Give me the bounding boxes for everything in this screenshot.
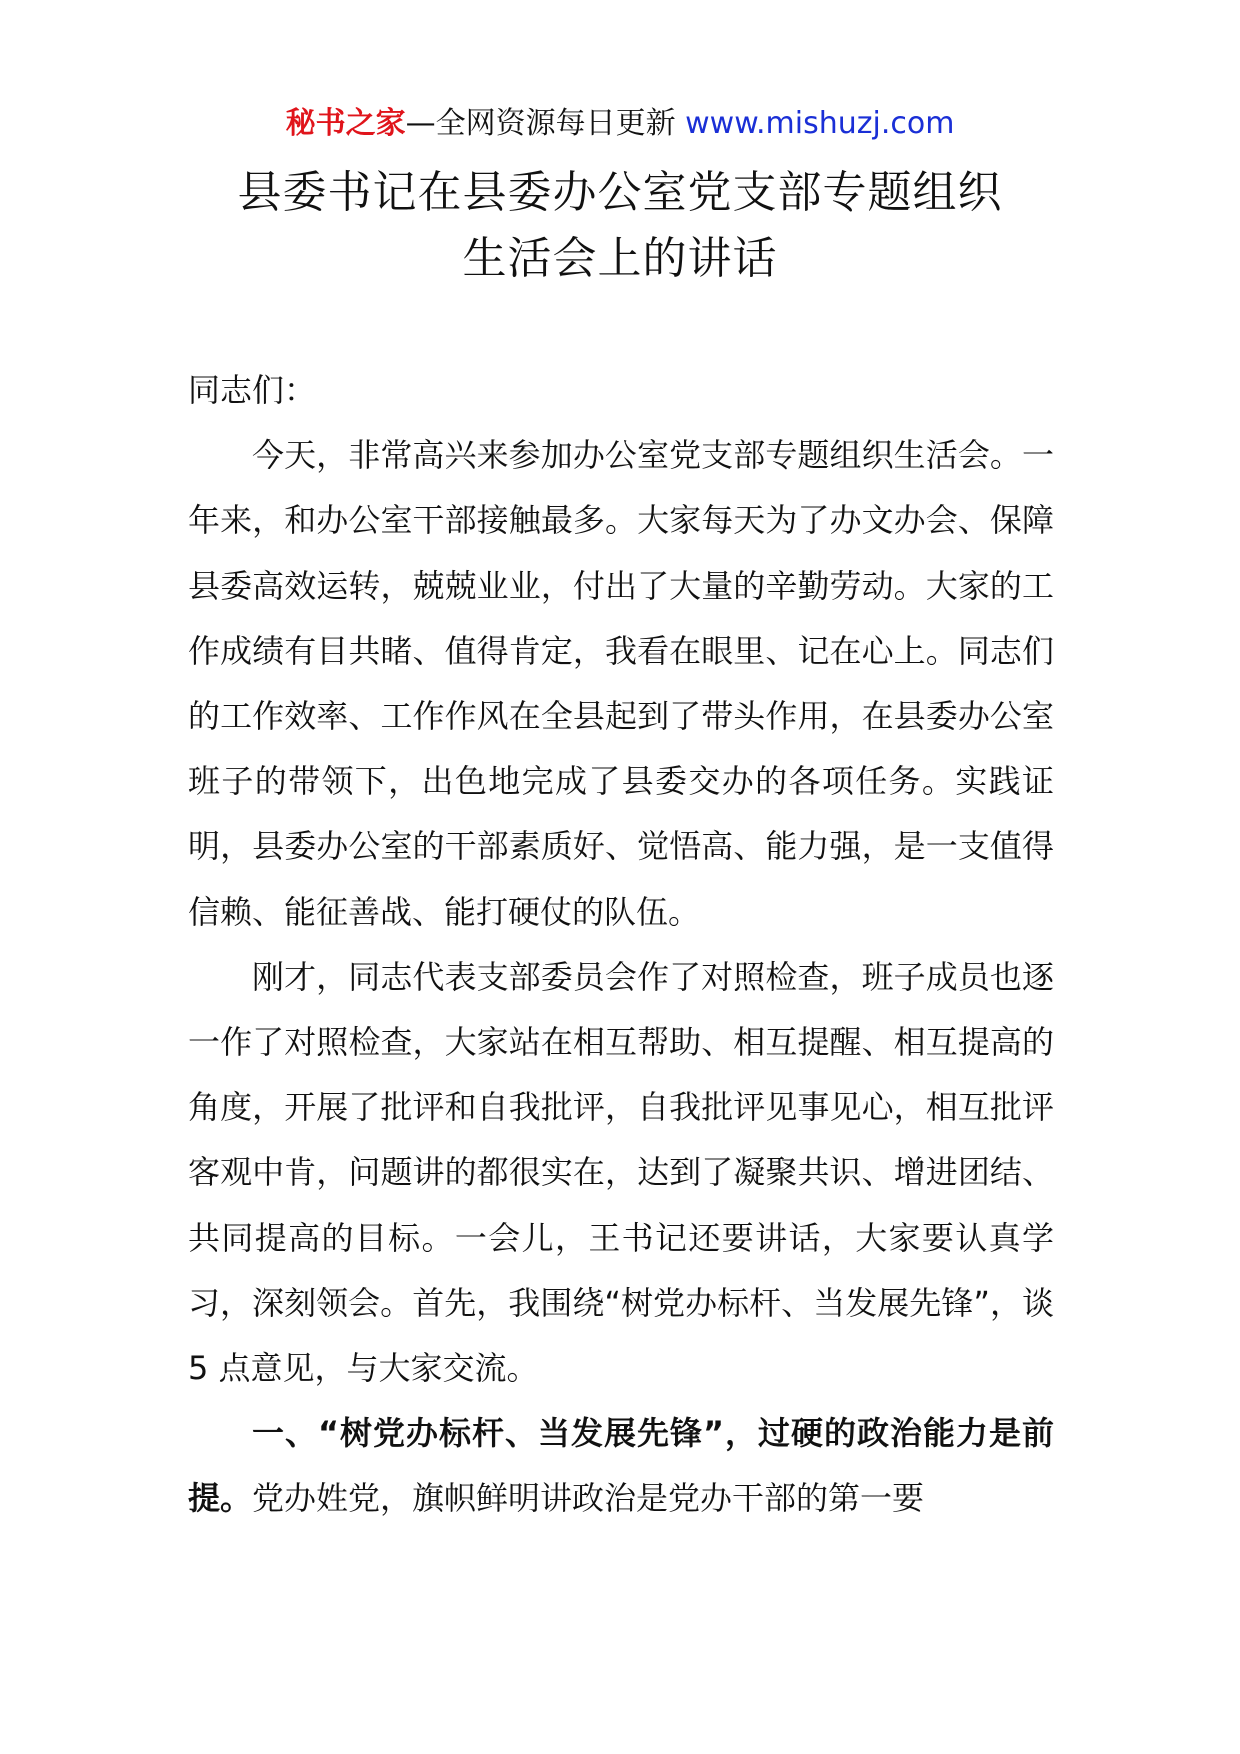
salutation: 同志们： <box>188 371 317 409</box>
document-title <box>0 160 1240 292</box>
title-line-2: 生活会上的讲话 <box>462 233 778 284</box>
section-1-heading: 一、“树党办标杆、当发展先锋”，过硬的政治能力是前提。 <box>188 1414 1054 1518</box>
paragraph-1: 今天，非常高兴来参加办公室党支部专题组织生活会。一年来，和办公室干部接触最多。大家每天为了办文办会、保障县委高效运转，兢兢业业，付出了大量的辛勤劳动。大家的工作成绩有目共睹、值得肯定，我看在眼里、记在心上。同志们的工作效率、工作作风在全县起到了带头作用，在县委办公室班子的带领下，出色地完成了县委交办的各项任务。实践证明，县委办公室的干部素质好、觉悟高、能力强，是一支值得信赖、能征善战、能打硬仗的队伍。 <box>188 436 1054 931</box>
header-tagline: —全网资源每日更新 <box>405 106 676 141</box>
section-1-text: 党办姓党，旗帜鲜明讲政治是党办干部的第一要 <box>252 1479 925 1518</box>
section-1-paragraph <box>188 1401 1054 1531</box>
title-line-1: 县委书记在县委办公室党支部专题组织 <box>237 167 1003 218</box>
site-header <box>0 102 1240 146</box>
document-body <box>188 358 1054 1532</box>
paragraph-2: 刚才，同志代表支部委员会作了对照检查，班子成员也逐一作了对照检查，大家站在相互帮助、相互提醒、相互提高的角度，开展了批评和自我批评，自我批评见事见心，相互批评客观中肯，问题讲的都很实在，达到了凝聚共识、增进团结、共同提高的目标。一会儿，王书记还要讲话，大家要认真学习，深刻领会。首先，我围绕“树党办标杆、当发展先锋”，谈 5 点意见，与大家交流。 <box>188 957 1054 1388</box>
site-url-link[interactable]: www.mishuzj.com <box>685 106 955 141</box>
brand-name: 秘书之家 <box>285 106 406 141</box>
